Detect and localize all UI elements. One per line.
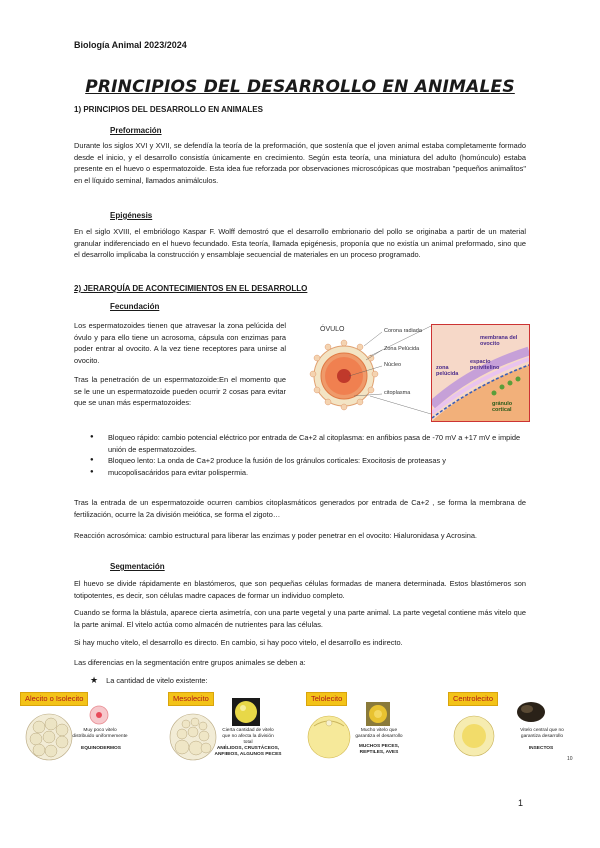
segmentacion-p4: Las diferencias en la segmentación entre grupos animales se deben a: — [74, 658, 306, 667]
egg-type-desc: Muy poco vitelo distribuido uniformemente — [72, 728, 128, 739]
section-2-heading: 2) JERARQUÍA DE ACONTECIMIENTOS EN EL DESARROLLO — [74, 284, 308, 293]
zona-pelucida-zoom-label: zona pelúcida — [436, 365, 459, 377]
centrolecito-egg-icon — [452, 714, 496, 758]
mesolecito-egg-icon — [232, 698, 260, 726]
membrana-ovocito-label: membrana del ovocito — [480, 335, 518, 347]
egg-type-tag: Alecito o Isolecito — [20, 692, 88, 706]
fecundacion-p3: Tras la entrada de un espermatozoide ocurren cambios citoplasmáticos generados por entrada de Ca+2 , se forma la membrana de fertilización, ocurre la 2a división meiótica, se forma el zigoto… — [74, 498, 526, 519]
course-header: Biología Animal 2023/2024 — [74, 40, 187, 50]
alecito-blastula-icon — [24, 712, 74, 762]
telolecito-photo-icon — [366, 702, 390, 726]
page-number: 1 — [518, 798, 524, 808]
telolecito-egg-icon — [306, 714, 352, 760]
ovulo-label: ÓVULO — [320, 326, 345, 333]
segmentacion-p2: Cuando se forma la blástula, aparece cierta asimetría, con una parte vegetal y una parte animal. La parte vegetal contiene más vitelo que la parte animal. El vitelo actúa como almacén de nutrientes para las células. — [74, 608, 526, 629]
egg-type-group: ANÉLIDOS, CRUSTÁCEOS, ANFIBIOS, ALGUNOS PECES — [214, 746, 282, 757]
fecundacion-p2: Tras la penetración de un espermatozoide:En el momento que se le une un espermatozoide pueden ocurrir 2 cosas para evitar que se unan más espermatozoides: — [74, 375, 286, 408]
centrolecito-photo-icon — [516, 700, 546, 724]
alecito-egg-icon — [88, 704, 110, 726]
epigenesis-text: En el siglo XVIII, el embriólogo Kaspar F. Wolff demostró que el desarrollo embrionario del pollo se originaba a partir de un material granular indiferenciado en el huevo fecundado. Esta teoría, llamada epigénesis, proponía que no existía un animal preformado, sino que el desarrollo implicaba la construcción y ensamblaje secuencial de materiales en un proceso programado. — [74, 227, 526, 260]
zona-pelucida-label: Zona Pelúcida — [384, 346, 420, 352]
vitelo-star-item: ★ La cantidad de vitelo existente: — [90, 675, 208, 685]
segmentacion-title: Segmentación — [110, 562, 165, 571]
egg-type-group: MUCHOS PECES, REPTILES, AVES — [358, 744, 400, 755]
egg-type-group: INSECTOS — [528, 746, 554, 751]
mesolecito-blastula-icon — [168, 712, 218, 762]
footnote-number: 10 — [567, 756, 573, 762]
fecundacion-title: Fecundación — [110, 302, 160, 311]
bloqueo-list — [90, 432, 526, 478]
egg-types-row — [16, 692, 586, 768]
segmentacion-p3: Si hay mucho vitelo, el desarrollo es directo. En cambio, si hay poco vitelo, el desarrollo es indirecto. — [74, 638, 403, 647]
egg-type-desc: Vitelo central que no garantiza desarrollo — [520, 728, 564, 739]
granulo-cortical-label: gránulo cortical — [492, 401, 513, 413]
segmentacion-p1: El huevo se divide rápidamente en blastómeros, que son pequeñas células formadas de manera determinada. Estos blastómeros son totipotentes, es decir, son células madre capaces de formar un individuo completo. — [74, 579, 526, 600]
star-icon: ★ — [90, 675, 99, 685]
egg-type-desc: Cierta cantidad de vitelo que no afecta la división total — [222, 728, 274, 745]
list-item: ● mucopolisacáridos para evitar polispermia. — [90, 467, 526, 479]
nucleo-label: Núcleo — [384, 362, 402, 368]
egg-type-tag: Centrolecito — [448, 692, 498, 706]
page-title: PRINCIPIOS DEL DESARROLLO EN ANIMALES — [85, 77, 515, 97]
list-item: ● Bloqueo rápido: cambio potencial eléctrico por entrada de Ca+2 al citoplasma: en anfibios pasa de -70 mV a +17 mV e impide unión de espermatozoides. — [90, 432, 526, 455]
list-item: ● Bloqueo lento: La onda de Ca+2 produce la fusión de los gránulos corticales: Exocitosis de proteasas y — [90, 455, 526, 467]
espacio-perivitelino-label: espacio perivitelino — [470, 359, 500, 371]
zona-pelucida-zoom — [431, 324, 530, 422]
egg-type-tag: Mesolecito — [168, 692, 214, 706]
section-1-heading: 1) PRINCIPIOS DEL DESARROLLO EN ANIMALES — [74, 105, 263, 114]
egg-type-group: EQUINODERMOS — [81, 746, 121, 751]
fecundacion-p1: Los espermatozoides tienen que atravesar la zona pelúcida del óvulo y para ello tiene un acrosoma, cápsula con enzimas para poder entrar al ovocito. A la vez tiene receptores para unirse al ovocito. — [74, 321, 286, 365]
egg-type-desc: Mucho vitelo que garantiza el desarrollo — [355, 728, 403, 739]
epigenesis-title: Epigénesis — [110, 211, 153, 220]
egg-type-tag: Telolecito — [306, 692, 347, 706]
fecundacion-p4: Reacción acrosómica: cambio estructural para liberar las enzimas y poder penetrar en el ovocito: Hialuronidasa y Acrosina. — [74, 531, 477, 540]
preformacion-title: Preformación — [110, 126, 162, 135]
corona-radiada-label: Corona radiada — [384, 328, 422, 334]
preformacion-text: Durante los siglos XVI y XVII, se defendía la teoría de la preformación, que sostenía que el joven animal estaba completamente formado desde el inicio, y el desarrollo consistía únicamente en crecimiento. Según esta teoría, una miniatura del adulto (homúnculo) estaba presente en el huevo o espermatozoide. Esta idea fue reforzada por observaciones microscópicas que mostraban "pequeños animalitos" en el líquido seminal, llamados animálculos. — [74, 141, 526, 185]
citoplasma-label: citoplasma — [384, 390, 411, 396]
